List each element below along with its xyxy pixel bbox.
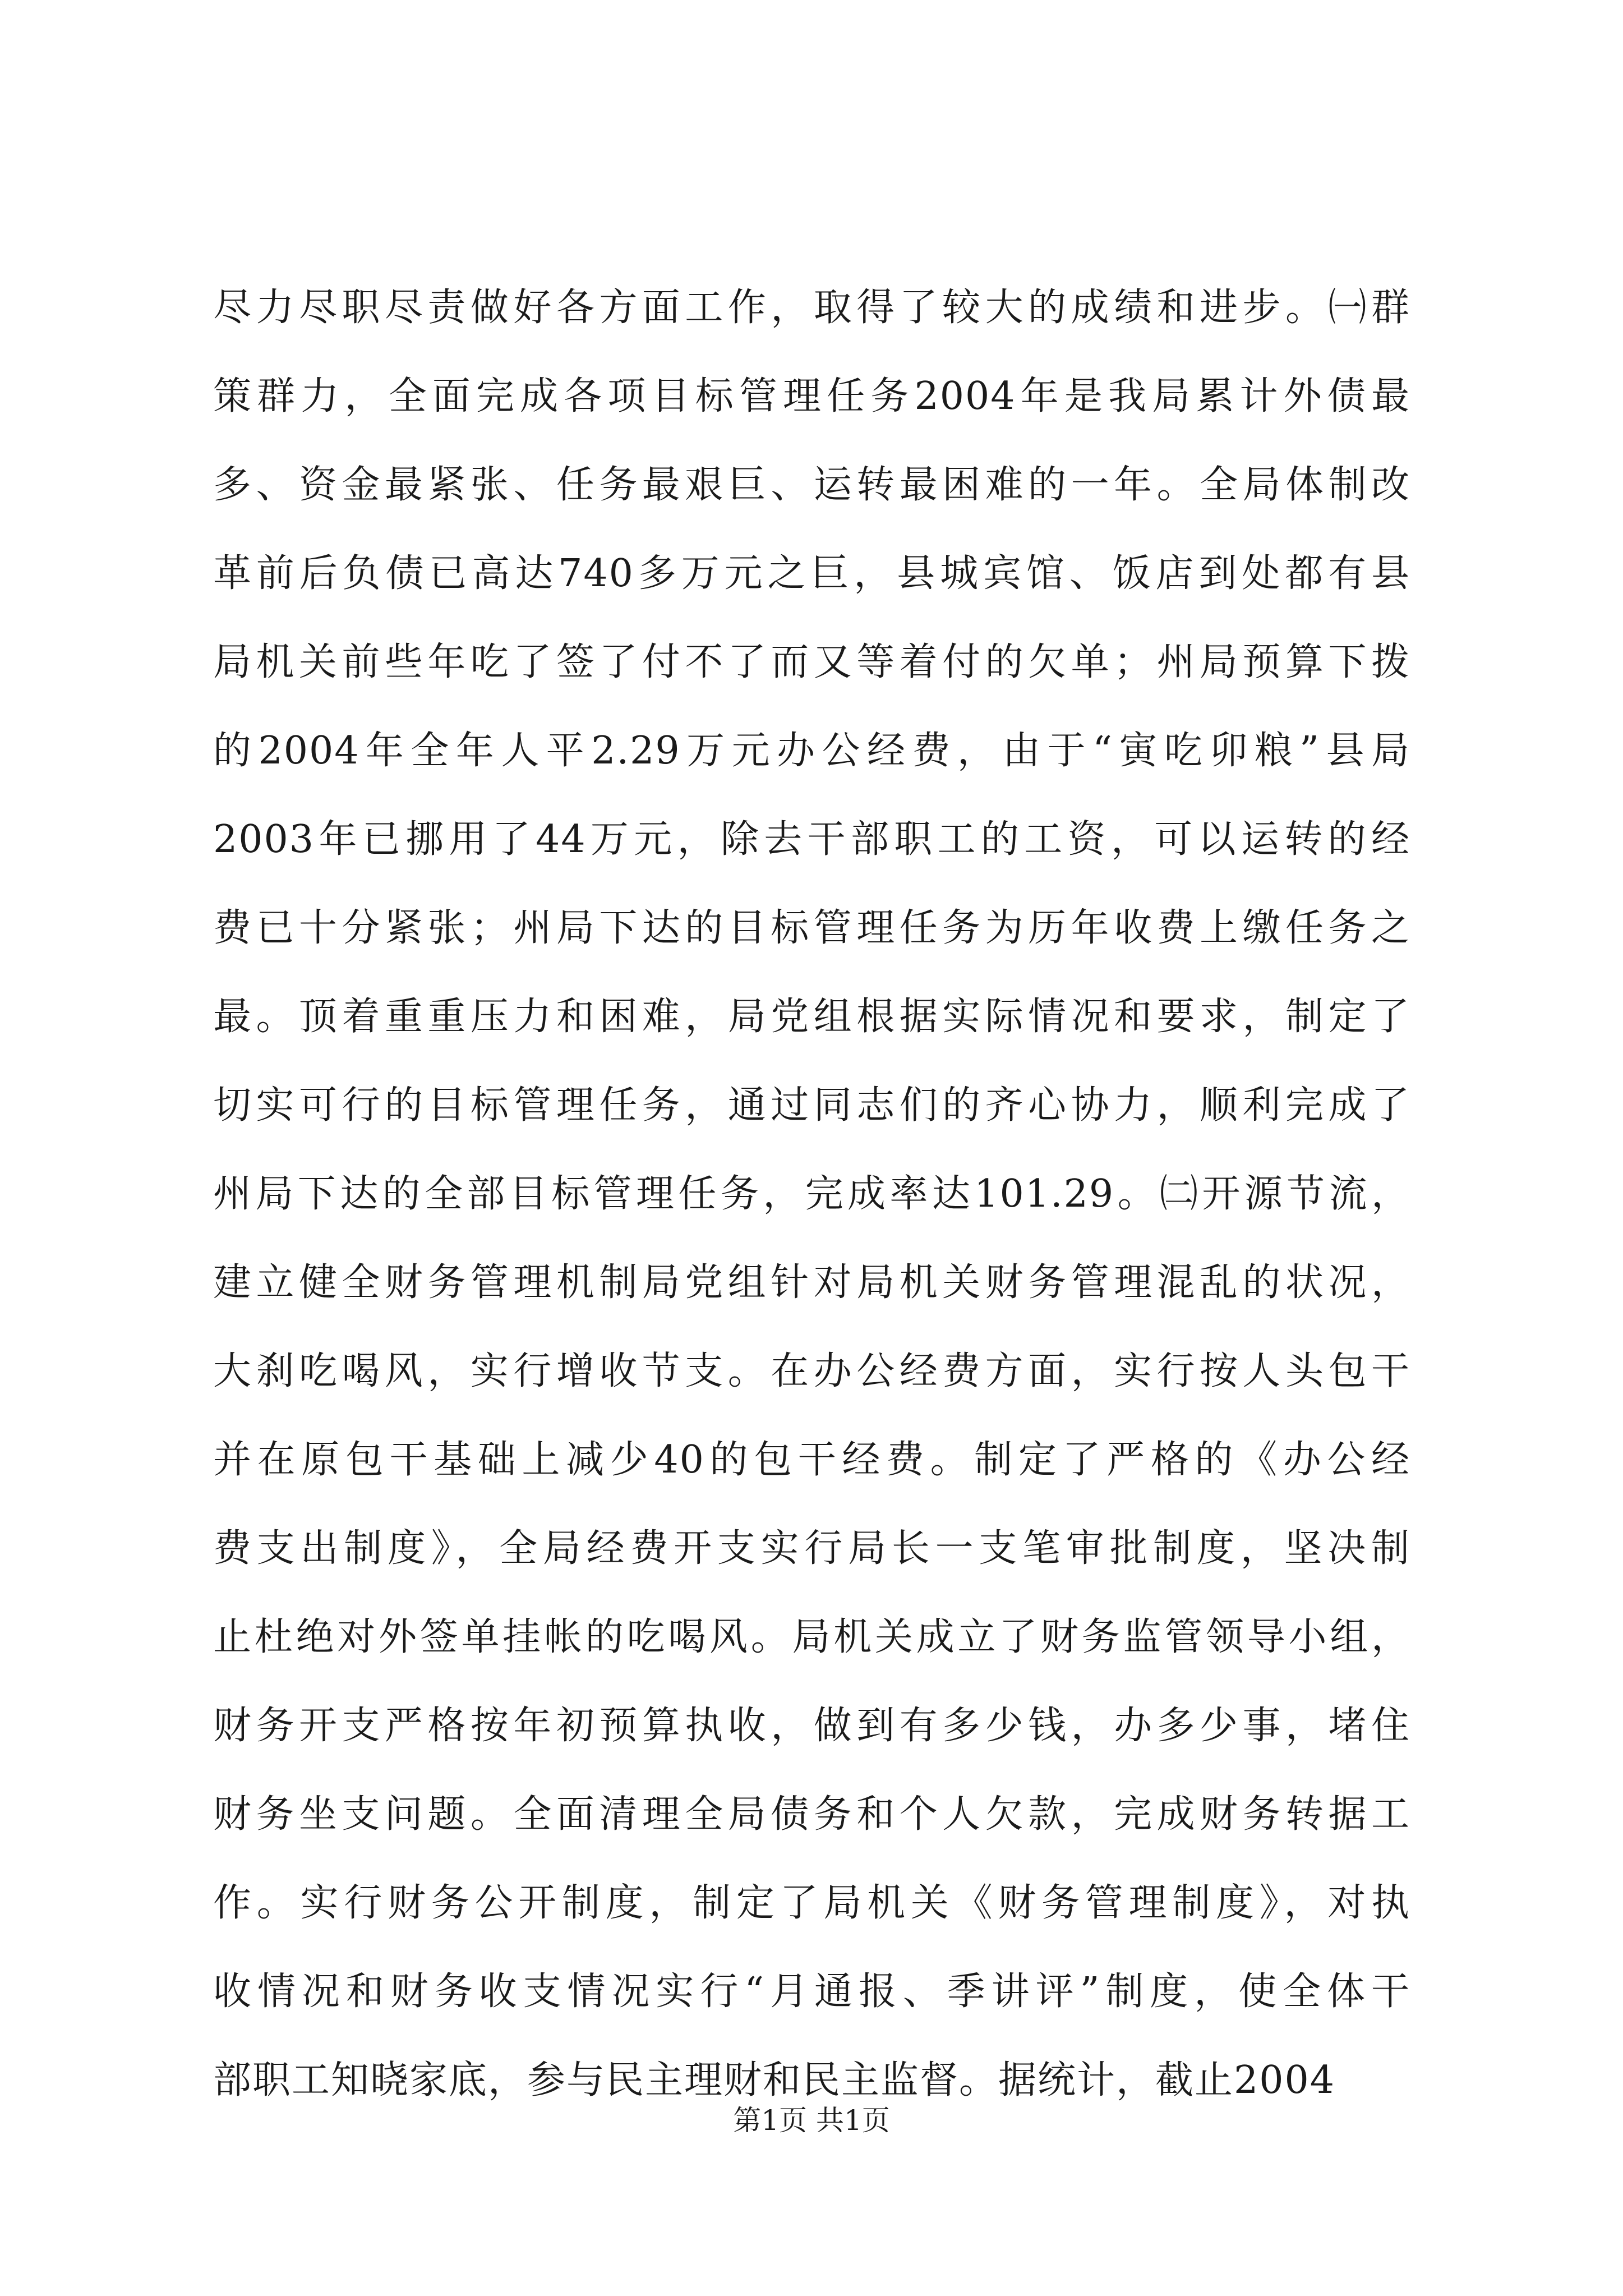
text-line: 部职工知晓家底，参与民主理财和民主监督。据统计，截止2004: [213, 2058, 1336, 2102]
text-line: 的2004年全年人平2.29万元办公经费，由于“寅吃卯粮”县局: [213, 729, 1410, 773]
text-line: 最。顶着重重压力和困难，局党组根据实际情况和要求，制定了: [213, 995, 1410, 1039]
text-line: 财务坐支问题。全面清理全局债务和个人欠款，完成财务转据工: [213, 1792, 1410, 1837]
page-number-label: 第1页 共1页: [733, 2104, 890, 2137]
text-line: 切实可行的目标管理任务，通过同志们的齐心协力，顺利完成了: [213, 1083, 1410, 1128]
text-line: 尽力尽职尽责做好各方面工作，取得了较大的成绩和进步。㈠群: [213, 286, 1410, 330]
text-line: 多、资金最紧张、任务最艰巨、运转最困难的一年。全局体制改: [213, 463, 1410, 507]
text-line: 局机关前些年吃了签了付不了而又等着付的欠单；州局预算下拨: [213, 640, 1410, 684]
text-line: 止杜绝对外签单挂帐的吃喝风。局机关成立了财务监管领导小组，: [213, 1615, 1410, 1659]
text-line: 作。实行财务公开制度，制定了局机关《财务管理制度》，对执: [213, 1881, 1410, 1925]
body-text: [213, 264, 1410, 2125]
page-footer: [0, 2098, 1623, 2143]
text-line: 2003年已挪用了44万元，除去干部职工的工资，可以运转的经: [213, 817, 1410, 862]
text-line: 策群力，全面完成各项目标管理任务2004年是我局累计外债最: [213, 374, 1410, 418]
text-line: 财务开支严格按年初预算执收，做到有多少钱，办多少事，堵住: [213, 1704, 1410, 1748]
text-line: 费已十分紧张；州局下达的目标管理任务为历年收费上缴任务之: [213, 906, 1410, 950]
text-line: 州局下达的全部目标管理任务，完成率达101.29。㈡开源节流，: [213, 1172, 1410, 1216]
text-line: 收情况和财务收支情况实行“月通报、季讲评”制度，使全体干: [213, 1970, 1410, 2014]
text-line: 革前后负债已高达740多万元之巨，县城宾馆、饭店到处都有县: [213, 551, 1410, 596]
text-line: 建立健全财务管理机制局党组针对局机关财务管理混乱的状况，: [213, 1260, 1410, 1305]
text-line: 大刹吃喝风，实行增收节支。在办公经费方面，实行按人头包干: [213, 1349, 1410, 1393]
text-line: 费支出制度》，全局经费开支实行局长一支笔审批制度，坚决制: [213, 1526, 1410, 1571]
text-line: 并在原包干基础上减少40的包干经费。制定了严格的《办公经: [213, 1438, 1410, 1482]
